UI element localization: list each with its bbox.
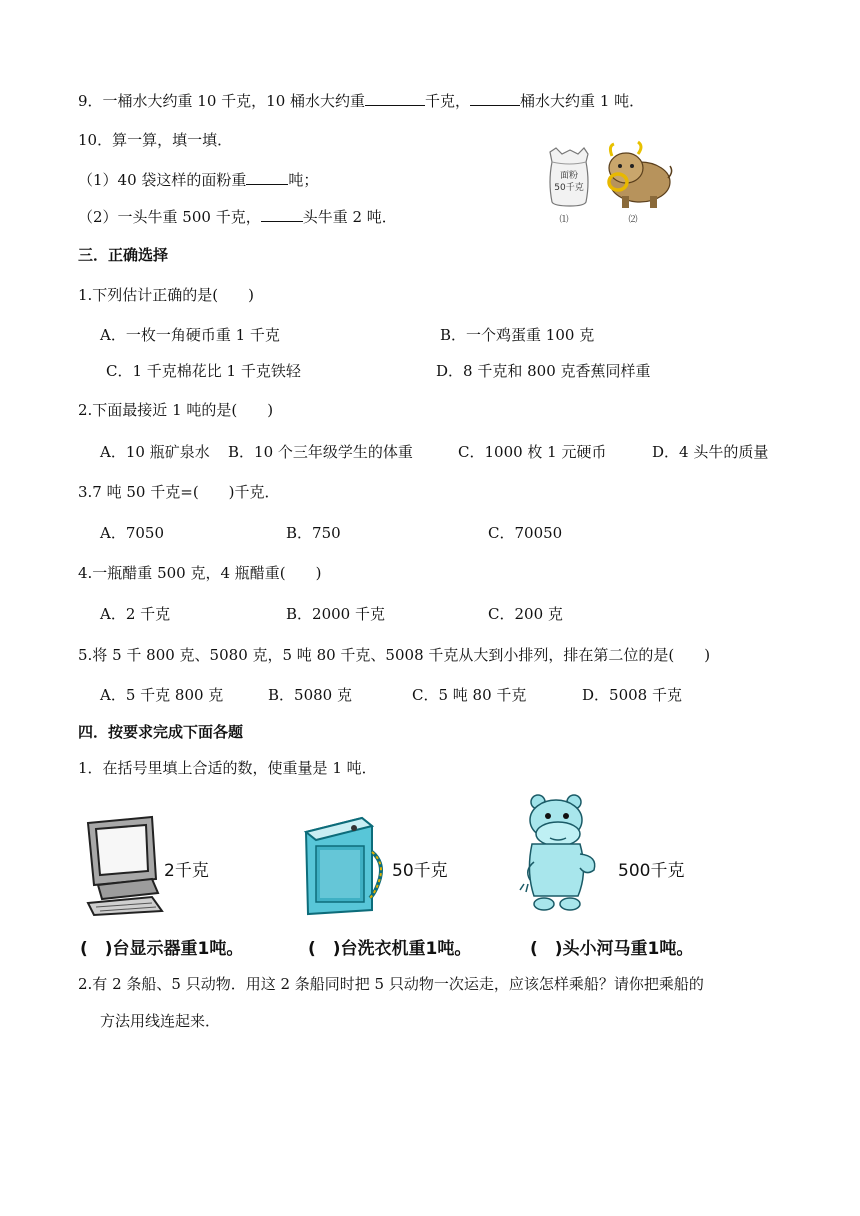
- bag-label-2: 50千克: [554, 183, 584, 193]
- s3-q2-option-d[interactable]: D．4 头牛的质量: [652, 443, 769, 461]
- section-3-heading: 三．正确选择: [78, 246, 169, 264]
- monitor-icon: [82, 815, 164, 917]
- q9-text-1: 9．一桶水大约重 10 千克，10 桶水大约重: [78, 92, 366, 110]
- s3-q5-option-d[interactable]: D．5008 千克: [582, 686, 682, 704]
- question-10-sub2: [78, 206, 397, 227]
- s3-q1-option-d[interactable]: D．8 千克和 800 克香蕉同样重: [436, 362, 651, 380]
- s4-question-2-line-2: 方法用线连起来．: [100, 1012, 221, 1030]
- flour-bag-and-cow-illustration: [540, 138, 676, 228]
- s3-q3-option-c[interactable]: C．70050: [488, 524, 563, 542]
- figure-label-2: ⑵: [628, 215, 638, 225]
- question-10-sub1: [78, 169, 318, 190]
- q9-blank-1[interactable]: [365, 90, 425, 106]
- q9-text-2: 千克，: [425, 92, 471, 110]
- bag-label-1: 面粉: [559, 171, 579, 181]
- monitor-caption: ( )台显示器重1吨。: [80, 939, 244, 959]
- washing-machine-caption: ( )台洗衣机重1吨。: [308, 939, 472, 959]
- hippo-icon: [516, 792, 602, 918]
- s3-q2-option-b[interactable]: B．10 个三年级学生的体重: [228, 443, 413, 461]
- s3-q4-option-c[interactable]: C．200 克: [488, 605, 563, 623]
- q9-text-3: 桶水大约重 1 吨．: [520, 92, 645, 110]
- s3-q1-option-a[interactable]: A．一枚一角硬币重 1 千克: [100, 326, 280, 344]
- question-10-title: 10．算一算，填一填．: [78, 131, 233, 149]
- q10-sub1-text-2: 吨；: [288, 171, 319, 189]
- q9-blank-2[interactable]: [470, 90, 520, 106]
- flour-bag-icon: [550, 148, 588, 206]
- s3-q3-option-b[interactable]: B．750: [286, 524, 341, 542]
- s3-q4-option-b[interactable]: B．2000 千克: [286, 605, 385, 623]
- q10-sub2-text-2: 头牛重 2 吨．: [302, 208, 397, 226]
- s3-q5-option-b[interactable]: B．5080 克: [268, 686, 352, 704]
- s3-q1-option-b[interactable]: B．一个鸡蛋重 100 克: [440, 326, 595, 344]
- s3-q5-option-c[interactable]: C．5 吨 80 千克: [412, 686, 527, 704]
- s3-q1-option-c[interactable]: C．1 千克棉花比 1 千克铁轻: [106, 362, 301, 380]
- q10-sub2-blank[interactable]: [261, 206, 303, 222]
- s4-question-2-line-1: 2.有 2 条船、5 只动物．用这 2 条船同时把 5 只动物一次运走，应该怎样乘船？请你把乘船的: [78, 975, 704, 993]
- s3-question-3-stem: 3.7 吨 50 千克=( )千克．: [78, 483, 280, 501]
- cow-icon: [609, 142, 672, 208]
- hippo-illustration: [516, 792, 602, 918]
- s3-q2-option-c[interactable]: C．1000 枚 1 元硬币: [458, 443, 607, 461]
- section-4-heading: 四．按要求完成下面各题: [78, 723, 244, 741]
- s3-question-1-stem: 1.下列估计正确的是( ): [78, 286, 255, 304]
- q10-sub2-text-1: （2）一头牛重 500 千克，: [78, 208, 261, 226]
- hippo-weight-label: 500千克: [618, 861, 685, 881]
- washing-machine-icon: [300, 812, 390, 916]
- s3-question-2-stem: 2.下面最接近 1 吨的是( ): [78, 401, 274, 419]
- s3-question-4-stem: 4.一瓶醋重 500 克，4 瓶醋重( ): [78, 564, 322, 582]
- figure-label-1: ⑴: [559, 215, 569, 225]
- washing-machine-illustration: [300, 812, 390, 916]
- washing-machine-weight-label: 50千克: [392, 861, 448, 881]
- q10-sub1-text-1: （1）40 袋这样的面粉重: [78, 171, 247, 189]
- computer-monitor-illustration: [82, 815, 164, 917]
- s3-q5-option-a[interactable]: A．5 千克 800 克: [100, 686, 224, 704]
- s3-q2-option-a[interactable]: A．10 瓶矿泉水: [100, 443, 210, 461]
- monitor-weight-label: 2千克: [164, 861, 209, 881]
- question-9: [78, 90, 644, 111]
- s3-q4-option-a[interactable]: A．2 千克: [100, 605, 171, 623]
- q10-sub1-blank[interactable]: [246, 169, 288, 185]
- s3-question-5-stem: 5.将 5 千 800 克、5080 克，5 吨 80 千克、5008 千克从大到小排列，排在第二位的是( ): [78, 646, 711, 664]
- hippo-caption: ( )头小河马重1吨。: [530, 939, 694, 959]
- s4-question-1-stem: 1．在括号里填上合适的数，使重量是 1 吨．: [78, 759, 377, 777]
- s3-q3-option-a[interactable]: A．7050: [100, 524, 165, 542]
